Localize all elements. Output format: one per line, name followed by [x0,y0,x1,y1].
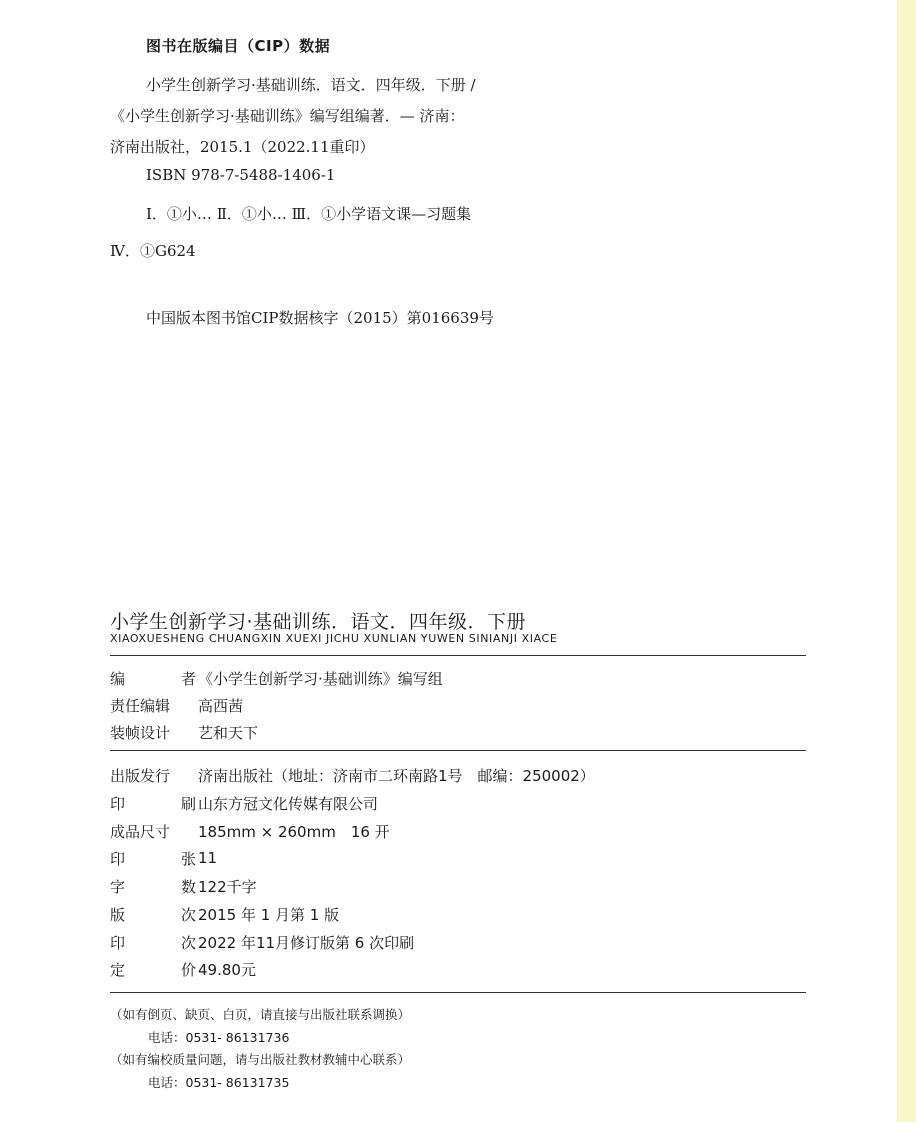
pub-label: 出版发行 [110,766,171,785]
book-title: 小学生创新学习·基础训练．语文．四年级．下册 [110,611,527,633]
cip-line-author: 《小学生创新学习·基础训练》编写组编著．— 济南： [110,107,465,125]
credit-value: 艺和天下 [198,723,259,742]
credit-label: 装帧设计 [110,723,171,742]
book-pinyin: XIAOXUESHENG CHUANGXIN XUEXI JICHU XUNLIAN YUWEN SINIANJI XIACE [110,632,558,645]
pub-row-printing [110,931,414,953]
pub-label: 成品尺寸 [110,822,171,841]
cip-line-publisher: 济南出版社，2015.1（2022.11重印） [110,138,375,156]
pub-value: 2015 年 1 月第 1 版 [198,905,340,924]
credit-row-editor [110,667,443,689]
pub-value: 122千字 [198,877,257,896]
right-edge-strip [897,0,916,1122]
pub-value: 2022 年11月修订版第 6 次印刷 [198,933,415,952]
divider-middle [110,750,806,751]
divider-top [110,655,806,656]
footer-note-quality: （如有编校质量问题，请与出版社教材教辅中心联系） [110,1052,411,1067]
pub-label: 版 次 [110,905,196,924]
pub-row-publisher [110,764,595,786]
pub-label: 印 次 [110,933,196,952]
pub-row-size [110,820,390,842]
pub-value: 185mm × 260mm 16 开 [198,822,390,841]
pub-row-edition [110,903,339,925]
divider-bottom [110,992,806,993]
cip-line-isbn: ISBN 978-7-5488-1406-1 [146,166,336,184]
cip-heading: 图书在版编目（CIP）数据 [146,37,331,55]
footer-phone-quality: 电话：0531- 86131735 [148,1075,290,1090]
footer-phone-misprint: 电话：0531- 86131736 [148,1030,290,1045]
credit-row-responsible-editor [110,694,243,716]
pub-label: 印 刷 [110,794,196,813]
pub-value: 山东方冠文化传媒有限公司 [198,794,379,813]
credit-value: 《小学生创新学习·基础训练》编写组 [198,669,443,688]
pub-row-price [110,958,256,980]
cip-line-classification: Ⅳ．①G624 [110,242,196,260]
cip-line-subjects: Ⅰ．①小… Ⅱ．①小… Ⅲ．①小学语文课—习题集 [146,205,472,223]
footer-note-misprint: （如有倒页、缺页、白页，请直接与出版社联系调换） [110,1007,411,1022]
credit-label: 编 者 [110,669,196,688]
credit-label: 责任编辑 [110,696,171,715]
cip-line-record-number: 中国版本图书馆CIP数据核字（2015）第016639号 [146,309,494,327]
pub-label: 印 张 [110,849,196,868]
pub-value: 49.80元 [198,960,256,979]
pub-row-word-count [110,875,257,897]
pub-label: 字 数 [110,877,196,896]
pub-row-sheets [110,847,217,869]
pub-value: 济南出版社（地址：济南市二环南路1号 邮编：250002） [198,766,595,785]
credit-value: 高西茜 [198,696,244,715]
pub-row-printer [110,792,378,814]
pub-value: 11 [198,849,218,867]
pub-label: 定 价 [110,960,196,979]
cip-line-title: 小学生创新学习·基础训练．语文．四年级．下册 / [146,76,476,94]
credit-row-designer [110,721,258,743]
